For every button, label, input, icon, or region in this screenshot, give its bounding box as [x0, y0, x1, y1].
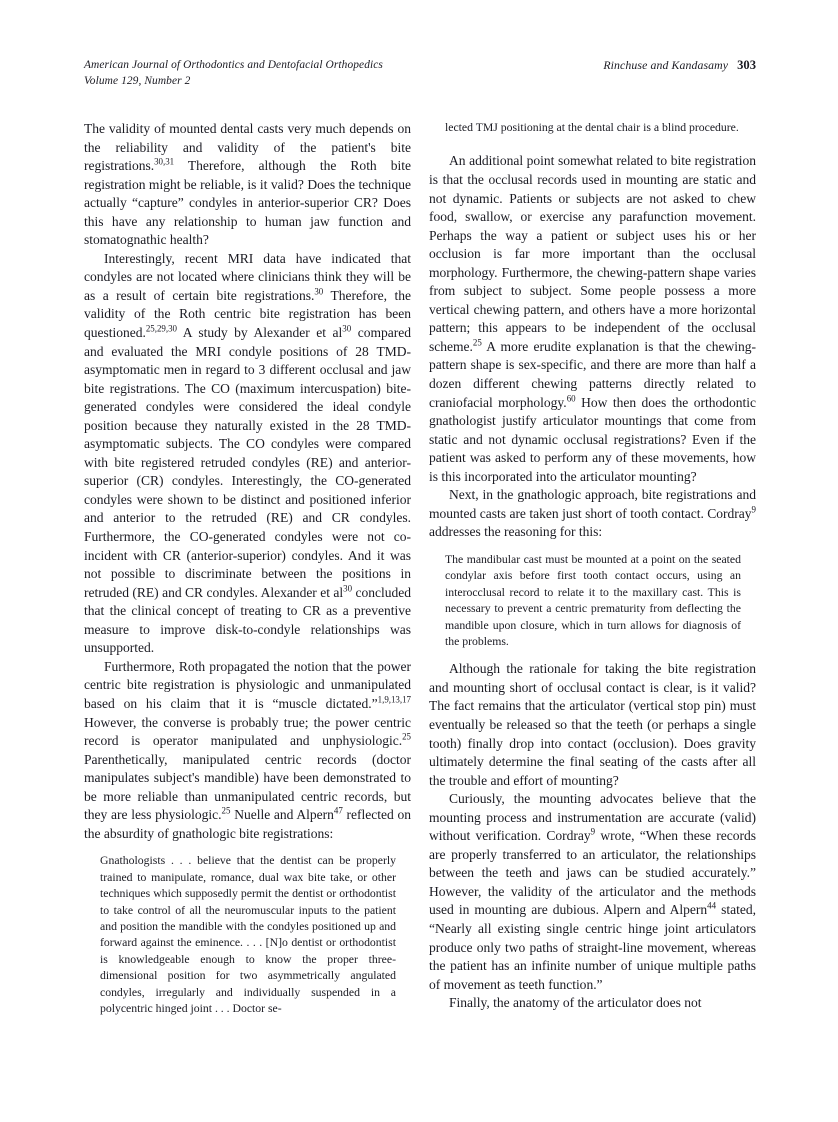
para-text: Next, in the gnathologic approach, bite registrations and mounted casts are taken just short of tooth contact. Cordray: [429, 487, 756, 521]
citation-ref: 25: [221, 805, 231, 816]
blockquote-nuelle-alpern: [100, 853, 396, 1017]
citation-ref: 25: [402, 731, 411, 742]
blockquote-text-continued: lected TMJ positioning at the dental chair is a blind procedure.: [445, 121, 739, 134]
running-head-authors: Rinchuse and Kandasamy: [603, 58, 729, 72]
running-head: [84, 58, 756, 89]
para-text-cont: Therefore, although the Roth bite registration might be reliable, is it valid? Does the technique actually “capture” condyles in anterior-superior CR? Does this have any relationship to human jaw function and stomatognathic health?: [84, 158, 411, 248]
paragraph-validity-mounted-casts: [84, 120, 411, 250]
para-text: Nuelle and Alpern: [230, 807, 334, 823]
running-head-right: [603, 58, 756, 74]
body-columns: [84, 120, 756, 1070]
citation-ref: 25: [472, 337, 482, 348]
citation-ref: 47: [333, 805, 343, 816]
para-text: concluded that the clinical concept of treating to CR as a preventive measure to improve disk-to-condyle relationships was unsupported.: [84, 584, 411, 656]
blockquote-nuelle-alpern-continued: [445, 120, 741, 136]
para-text: Interestingly, recent MRI data have indicated that condyles are not located where clinicians think they will be as a result of certain bite registrations.: [84, 250, 411, 303]
left-column: [84, 120, 411, 1070]
citation-ref: 25,29,30: [145, 323, 177, 334]
para-text: How then does the orthodontic gnathologist justify articulator mountings that come from static and not dynamic occlusal registrations? Even if the patient was asked to perform any of these movements, how is this incorporated into the articulator mounting?: [429, 394, 756, 484]
para-text: Curiously, the mounting advocates believe that the mounting process and instrumentation are accurate (valid) without verification. Cordray: [429, 791, 756, 844]
right-column: [429, 120, 756, 1070]
para-text: Furthermore, Roth propagated the notion that the power centric bite registration is physiologic and unmanipulated based on his claim that it is “muscle dictated.”: [84, 658, 411, 711]
para-text: Therefore, the validity of the Roth centric bite registration has been questioned.: [84, 287, 411, 341]
blockquote-cordray: [445, 552, 741, 650]
citation-ref: 9: [751, 504, 756, 515]
para-text: The validity of mounted dental casts very much depends on the reliability and validity of the patient's bite registrations.: [84, 121, 411, 174]
para-text: compared and evaluated the MRI condyle positions of 28 TMD-asymptomatic men in regard to 3 different occlusal and jaw bite registrations. The CO (maximum intercuspation) bite-generated condyles were considered the ideal condyle position because they naturally existed in the 28 TMD-asymptomatic subjects. The CO condyles were compared with bite registered retruded condyles (RE) and anterior-superior (CR) condyles. Interestingly, the CO-generated condyles were shown to be distinct and positioned inferior and anterior to the retruded (RE) and CR condyles. Furthermore, the CO-generated condyles were not co-incident with CR (anterior-superior) condyles. And it was not possible to discriminate between the positions in retruded (RE) and CR condyles. Alexander et al: [84, 325, 411, 600]
paragraph-mounting-advocates: [429, 790, 756, 994]
citation-ref: 1,9,13,17: [377, 694, 411, 705]
page-number: 303: [737, 58, 756, 72]
paragraph-cordray-intro: [429, 486, 756, 542]
para-text: stated, “Nearly all existing single centric hinge joint articulators produce only two paths of straight-line movement, whereas the patient has an infinite number of unique multiple paths of movement as teeth function.”: [429, 902, 756, 992]
para-text: A more erudite explanation is that the chewing-pattern shape is sex-specific, and there are more than half a dozen different chewing patterns directly related to craniofacial morphology.: [429, 338, 756, 410]
paragraph-static-not-dynamic: [429, 152, 756, 486]
journal-title: American Journal of Orthodontics and Dentofacial Orthopedics: [84, 59, 383, 71]
paragraph-finally-anatomy: [429, 994, 756, 1013]
citation-ref: 30: [314, 286, 324, 297]
blockquote-text: Gnathologists . . . believe that the dentist can be properly trained to manipulate, romance, dual wax bite take, or other techniques which supposedly permit the dentist or orthodontist to take control of all the neuromuscular inputs to the patient and position the mandible with the condyles positioned up and forward against the eminence. . . . [N]o dentist or orthodontist is knowledgeable enough to know the proper three-dimensional position for two asymmetrically angulated condyles, irregularly and individually suspended in a polycentric hinged joint . . . Doctor se-: [100, 854, 396, 1015]
citation-ref: 9: [590, 826, 596, 837]
paragraph-rationale-validity: [429, 660, 756, 790]
para-text: Finally, the anatomy of the articulator does not: [449, 995, 702, 1011]
citation-ref: 30: [342, 323, 352, 334]
citation-ref: 60: [566, 393, 576, 403]
para-text: A study by Alexander et al: [176, 325, 343, 341]
para-text: An additional point somewhat related to bite registration is that the occlusal records used in mounting are static and not dynamic. Patients or subjects are not asked to chew food, swallow, or exercise any parafunction movement. Perhaps the way a patient or subject uses his or her occlusion is far more important than the occlusal morphology. Furthermore, the chewing-pattern shape varies from subject to subject. Some people possess a more vertical chewing pattern, and others have a more horizontal pattern; this appears to be independent of the occlusal scheme.: [429, 153, 756, 354]
journal-title-block: [84, 58, 383, 89]
paragraph-roth-power-centric: [84, 658, 411, 843]
para-text: Although the rationale for taking the bite registration and mounting short of occlusal contact is clear, is it valid? The fact remains that the articulator (vertical stop pin) must eventually be released so that the teeth (or perhaps a single tooth) finally drop into contact (occlusion). Does gravity ultimately determine the final seating of the casts after all the trouble and effort of mounting?: [429, 661, 756, 788]
para-text: reflected on the absurdity of gnathologic bite registrations:: [84, 807, 411, 841]
para-text: However, the converse is probably true; the power centric record is operator manipulated and unphysiologic.: [84, 714, 411, 749]
para-text: Parenthetically, manipulated centric records (doctor manipulates subject's mandible) have been demonstrated to be more reliable than unmanipulated centric records, but they are less physiologic.: [84, 751, 411, 823]
citation-ref: 44: [707, 900, 717, 911]
citation-ref: 30: [343, 583, 353, 594]
blockquote-text: The mandibular cast must be mounted at a point on the seated condylar axis before first tooth contact occurs, using an interocclusal record to relate it to the maxillary cast. This is necessary to prevent a centric prematurity from deflecting the mandible upon closure, which in turn allows for diagnosis of the problems.: [445, 552, 741, 648]
para-text: addresses the reasoning for this:: [429, 524, 603, 540]
paragraph-mri-data: [84, 250, 411, 658]
citation-ref: 30,31: [154, 156, 175, 167]
journal-volume-issue: Volume 129, Number 2: [84, 74, 191, 87]
para-text: wrote, “When these records are properly transferred to an articulator, the relationships between the teeth and jaws can be studied accurately.” However, the validity of the articulator and the methods used in mounting are dubious. Alpern and Alpern: [429, 828, 756, 918]
